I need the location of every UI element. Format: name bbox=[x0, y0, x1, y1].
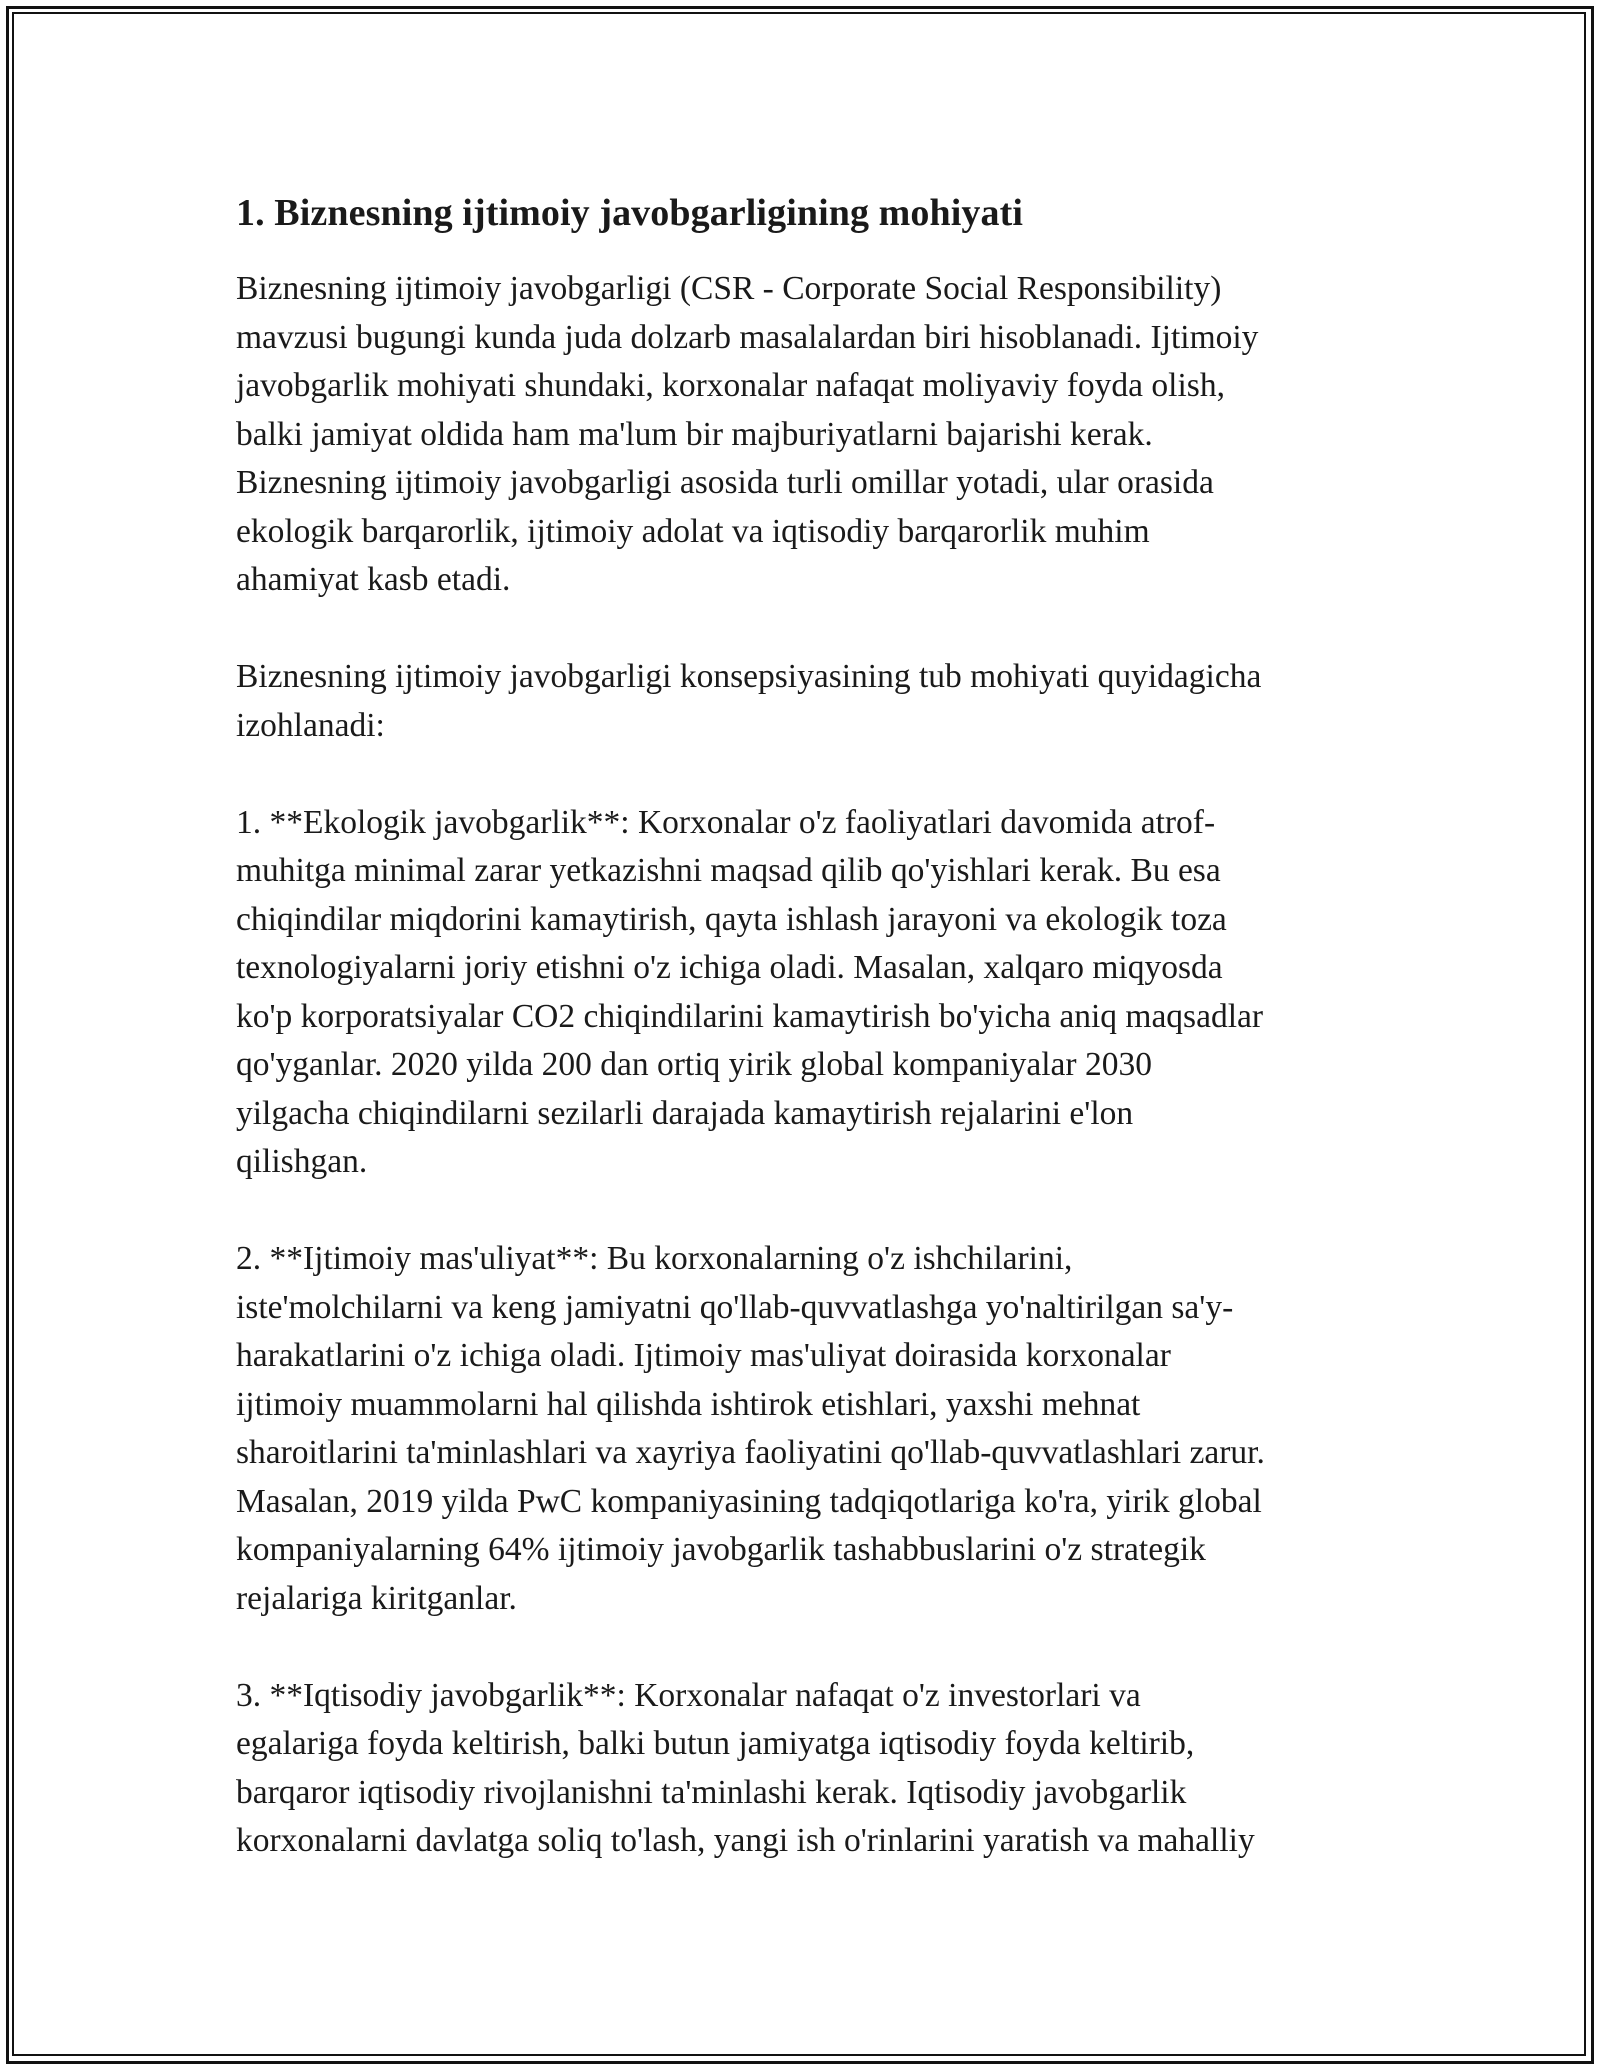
text-line: rejalariga kiritganlar. bbox=[236, 1579, 517, 1617]
paragraph-social bbox=[236, 1235, 1376, 1623]
text-line: mavzusi bugungi kunda juda dolzarb masalalardan biri hisoblanadi. Ijtimoiy bbox=[236, 318, 1259, 356]
text-line: Biznesning ijtimoiy javobgarligi asosida turli omillar yotadi, ular orasida bbox=[236, 464, 1214, 501]
text-line: Biznesning ijtimoiy javobgarligi (CSR - Corporate Social Responsibility) bbox=[236, 270, 1222, 307]
text-line: muhitga minimal zarar yetkazishni maqsad qilib qo'yishlari kerak. Bu esa bbox=[236, 852, 1221, 889]
text-line: ijtimoiy muammolarni hal qilishda ishtirok etishlari, yaxshi mehnat bbox=[236, 1385, 1141, 1423]
text-line: ekologik barqarorlik, ijtimoiy adolat va iqtisodiy barqarorlik muhim bbox=[236, 512, 1150, 550]
section-heading: 1. Biznesning ijtimoiy javobgarligining mohiyati bbox=[236, 192, 1024, 234]
document-body bbox=[236, 188, 1376, 1866]
paragraph-concept bbox=[236, 653, 1376, 750]
text-line: qo'yganlar. 2020 yilda 200 dan ortiq yirik global kompaniyalar 2030 bbox=[236, 1046, 1152, 1083]
text-line: sharoitlarini ta'minlashlari va xayriya faoliyatini qo'llab-quvvatlashlari zarur. bbox=[236, 1434, 1265, 1471]
text-line: texnologiyalarni joriy etishni o'z ichiga oladi. Masalan, xalqaro miqyosda bbox=[236, 949, 1223, 986]
text-line: barqaror iqtisodiy rivojlanishni ta'minlashi kerak. Iqtisodiy javobgarlik bbox=[236, 1773, 1187, 1811]
text-line: 3. **Iqtisodiy javobgarlik**: Korxonalar nafaqat o'z investorlari va bbox=[236, 1676, 1141, 1714]
text-line: korxonalarni davlatga soliq to'lash, yangi ish o'rinlarini yaratish va mahalliy bbox=[236, 1822, 1255, 1859]
text-line: Masalan, 2019 yilda PwC kompaniyasining tadqiqotlariga ko'ra, yirik global bbox=[236, 1482, 1262, 1520]
text-line: ahamiyat kasb etadi. bbox=[236, 561, 511, 598]
text-line: iste'molchilarni va keng jamiyatni qo'llab-quvvatlashga yo'naltirilgan sa'y- bbox=[236, 1288, 1234, 1326]
text-line: chiqindilar miqdorini kamaytirish, qayta ishlash jarayoni va ekologik toza bbox=[236, 900, 1227, 938]
text-line: yilgacha chiqindilarni sezilarli darajada kamaytirish rejalarini e'lon bbox=[236, 1094, 1134, 1132]
text-line: egalariga foyda keltirish, balki butun jamiyatga iqtisodiy foyda keltirib, bbox=[236, 1725, 1195, 1762]
paragraph-spacer bbox=[236, 750, 1376, 799]
text-line: qilishgan. bbox=[236, 1143, 368, 1180]
text-line: javobgarlik mohiyati shundaki, korxonalar nafaqat moliyaviy foyda olish, bbox=[236, 367, 1225, 404]
text-line: Biznesning ijtimoiy javobgarligi konsepsiyasining tub mohiyati quyidagicha bbox=[236, 658, 1262, 695]
text-line: ko'p korporatsiyalar CO2 chiqindilarini kamaytirish bo'yicha aniq maqsadlar bbox=[236, 997, 1264, 1035]
text-line: harakatlarini o'z ichiga oladi. Ijtimoiy mas'uliyat doirasida korxonalar bbox=[236, 1337, 1171, 1374]
paragraph-spacer bbox=[236, 605, 1376, 654]
text-line: kompaniyalarning 64% ijtimoiy javobgarlik tashabbuslarini o'z strategik bbox=[236, 1531, 1206, 1568]
paragraph-intro bbox=[236, 265, 1376, 605]
text-line: 2. **Ijtimoiy mas'uliyat**: Bu korxonalarning o'z ishchilarini, bbox=[236, 1240, 1073, 1277]
paragraph-economic bbox=[236, 1672, 1376, 1866]
paragraph-ecological bbox=[236, 799, 1376, 1187]
paragraph-spacer bbox=[236, 1187, 1376, 1236]
text-line: balki jamiyat oldida ham ma'lum bir majburiyatlarni bajarishi kerak. bbox=[236, 415, 1153, 453]
paragraph-spacer bbox=[236, 1623, 1376, 1672]
text-line: izohlanadi: bbox=[236, 706, 385, 744]
text-line: 1. **Ekologik javobgarlik**: Korxonalar o'z faoliyatlari davomida atrof- bbox=[236, 803, 1216, 841]
